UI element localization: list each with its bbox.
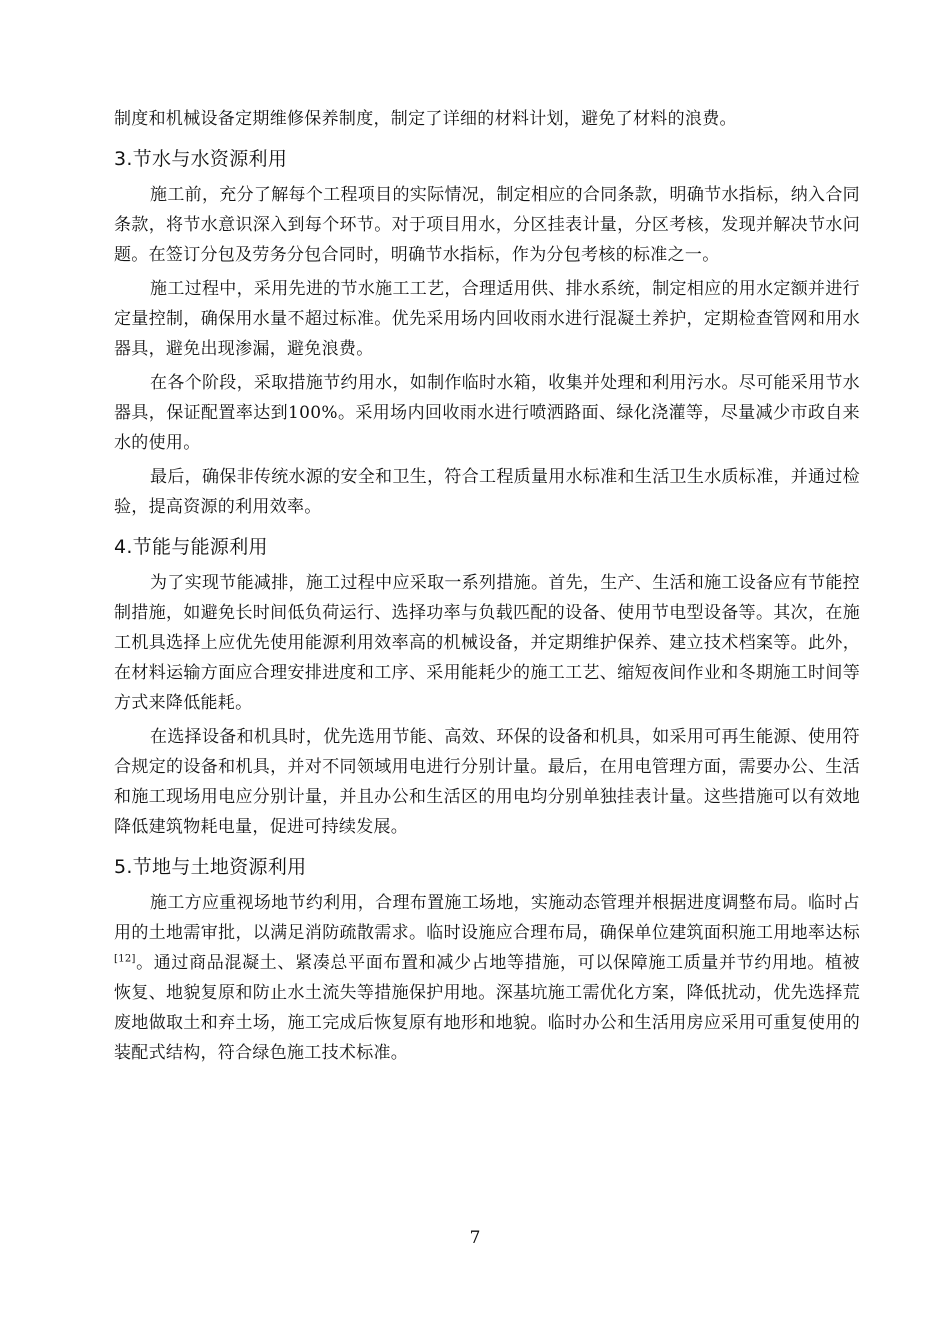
paragraph-water-3: 在各个阶段，采取措施节约用水，如制作临时水箱，收集并处理和利用污水。尽可能采用节水器具，保证配置率达到100%。采用场内回收雨水进行喷洒路面、绿化浇灌等，尽量减少市政自来水的使用。 [114, 373, 860, 453]
paragraph-energy-1: 为了实现节能减排，施工过程中应采取一系列措施。首先，生产、生活和施工设备应有节能控制措施，如避免长时间低负荷运行、选择功率与负载匹配的设备、使用节电型设备等。其次，在施工机具选择上应优先使用能源利用效率高的机械设备，并定期维护保养、建立技术档案等。此外，在材料运输方面应合理安排进度和工序、采用能耗少的施工工艺、缩短夜间作业和冬期施工时间等方式来降低能耗。 [114, 573, 860, 713]
section-heading-water: 3.节水与水资源利用 [114, 148, 288, 170]
paragraph-water-4: 最后，确保非传统水源的安全和卫生，符合工程质量用水标准和生活卫生水质标准，并通过检验，提高资源的利用效率。 [114, 467, 860, 517]
section-heading-energy: 4.节能与能源利用 [114, 536, 268, 558]
paragraph-energy-2: 在选择设备和机具时，优先选用节能、高效、环保的设备和机具，如采用可再生能源、使用符合规定的设备和机具，并对不同领域用电进行分别计量。最后，在用电管理方面，需要办公、生活和施工现场用电应分别计量，并且办公和生活区的用电均分别单独挂表计量。这些措施可以有效地降低建筑物耗电量，促进可持续发展。 [114, 727, 860, 837]
paragraph-land-text-before: 施工方应重视场地节约利用，合理布置施工场地，实施动态管理并根据进度调整布局。临时占用的土地需审批，以满足消防疏散需求。临时设施应合理布局，确保单位建筑面积施工用地率达标 [114, 893, 860, 943]
document-body [114, 104, 860, 1068]
paragraph-land-1 [114, 888, 860, 1068]
section-heading-land: 5.节地与土地资源利用 [114, 856, 307, 878]
page-number: 7 [469, 1228, 481, 1248]
citation-reference: [12] [114, 953, 136, 965]
paragraph-water-2: 施工过程中，采用先进的节水施工工艺，合理适用供、排水系统，制定相应的用水定额并进行定量控制，确保用水量不超过标准。优先采用场内回收雨水进行混凝土养护，定期检查管网和用水器具，避免出现渗漏，避免浪费。 [114, 279, 860, 359]
intro-paragraph: 制度和机械设备定期维修保养制度，制定了详细的材料计划，避免了材料的浪费。 [114, 109, 737, 129]
paragraph-water-1: 施工前，充分了解每个工程项目的实际情况，制定相应的合同条款，明确节水指标，纳入合同条款，将节水意识深入到每个环节。对于项目用水，分区挂表计量，分区考核，发现并解决节水问题。在签订分包及劳务分包合同时，明确节水指标，作为分包考核的标准之一。 [114, 185, 860, 265]
paragraph-land-text-after: 。通过商品混凝土、紧凑总平面布置和减少占地等措施，可以保障施工质量并节约用地。植被恢复、地貌复原和防止水土流失等措施保护用地。深基坑施工需优化方案，降低扰动，优先选择荒废地做取土和弃土场，施工完成后恢复原有地形和地貌。临时办公和生活用房应采用可重复使用的装配式结构，符合绿色施工技术标准。 [114, 953, 860, 1063]
